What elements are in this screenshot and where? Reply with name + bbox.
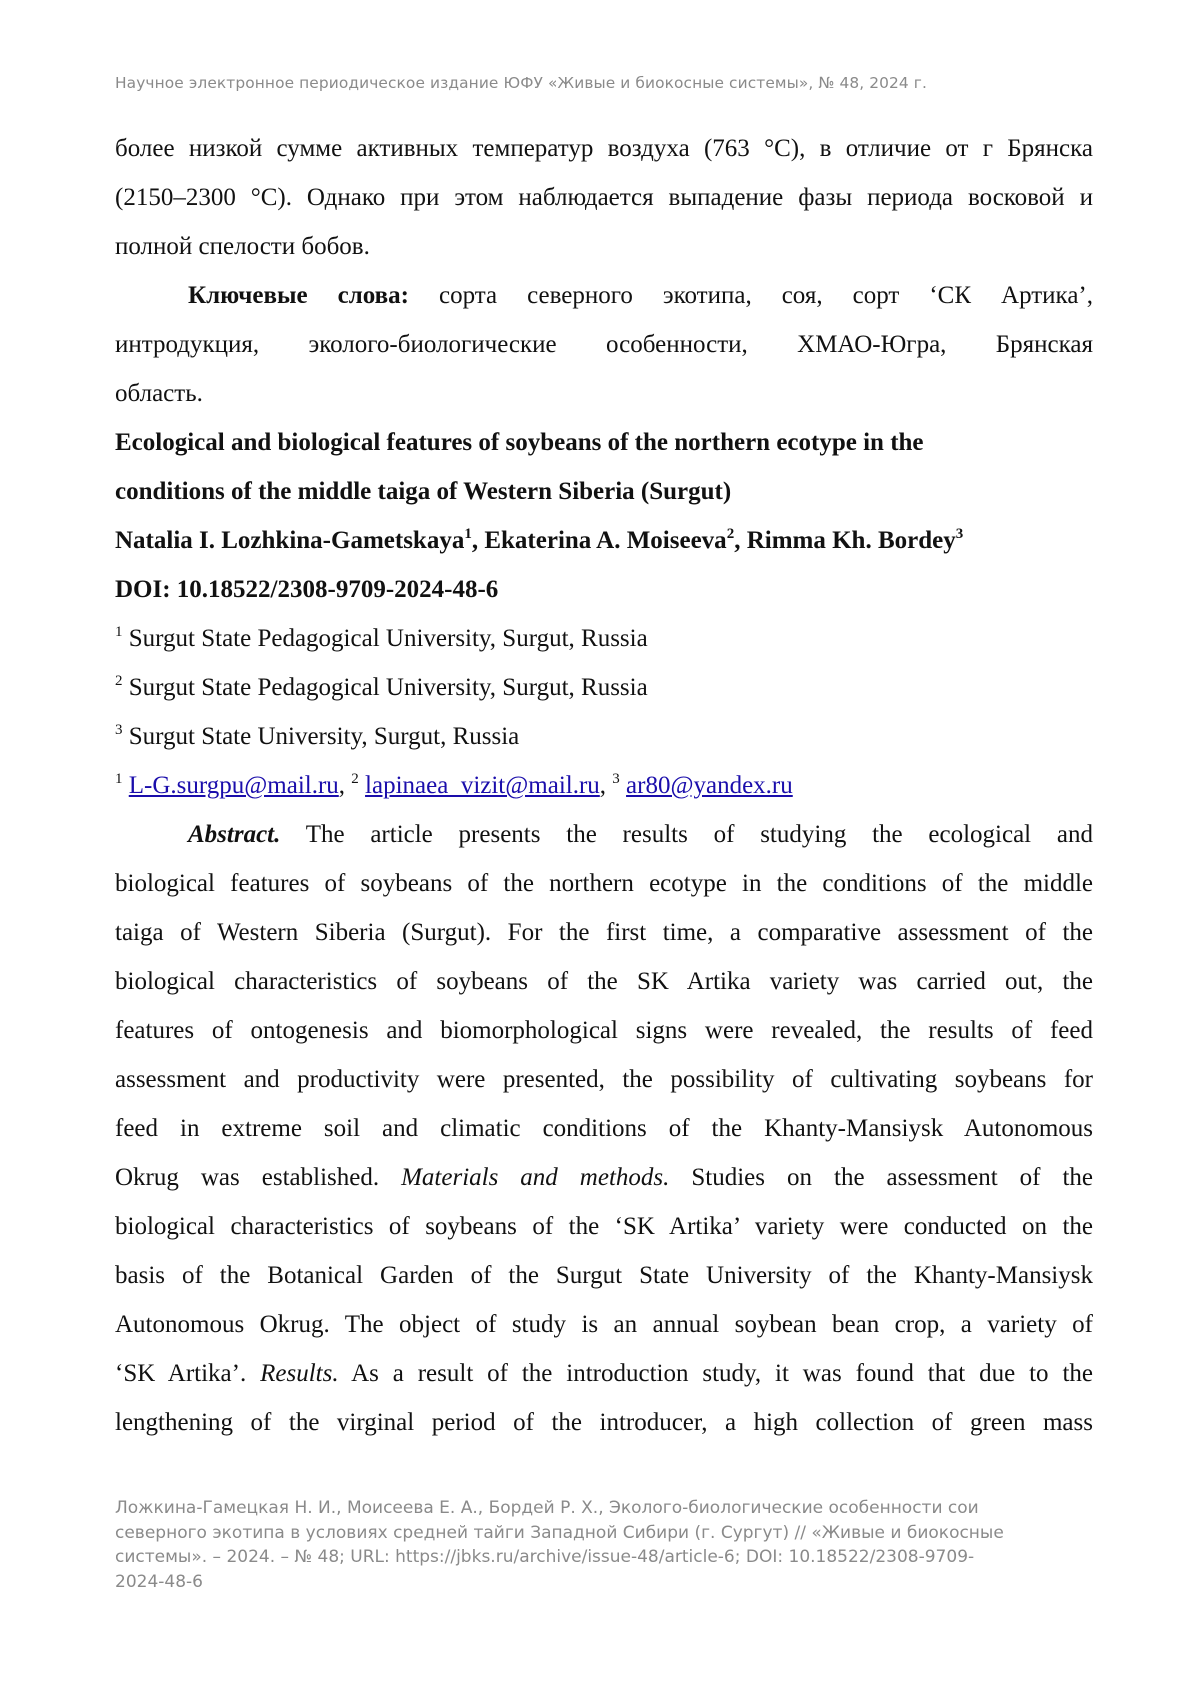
ru-keywords-line [115, 271, 1093, 320]
ru-keywords-text: сорта северного экотипа, соя, сорт ‘СК Артика’, [408, 282, 1093, 309]
affiliation: $^1$ Surgut State Pedagogical University, Surgut, Russia [115, 624, 648, 652]
ru-abstract-line: (2150–2300 °С). Однако при этом наблюдается выпадение фазы периода восковой и [115, 184, 1093, 211]
running-header: Научное электронное периодическое издание ЮФУ «Живые и биокосные системы», № 48, 2024 г. [115, 74, 927, 92]
author-name: Rimma Kh. Bordey [746, 527, 956, 554]
footer-line: северного экотипа в условиях средней тайги Западной Сибири (г. Сургут) // «Живые и биокосные [115, 1522, 1004, 1543]
article-title-line: Ecological and biological features of soybeans of the northern ecotype in the [115, 429, 924, 456]
abstract-line: Autonomous Okrug. The object of study is an annual soybean bean crop, a variety of [115, 1311, 1093, 1338]
author-affiliation-marker: 1 [464, 526, 472, 542]
footer-line: системы». – 2024. – № 48; URL: https://jbks.ru/archive/issue-48/article-6; DOI: 10.18522/2308-9709- [115, 1547, 975, 1567]
abstract-label: Abstract. [188, 821, 281, 848]
author-name: Ekaterina A. Moiseeva [484, 527, 727, 554]
abstract-line: biological features of soybeans of the northern ecotype in the conditions of the middle [115, 870, 1093, 897]
abstract-line: feed in extreme soil and climatic conditions of the Khanty-Mansiysk Autonomous [115, 1115, 1093, 1142]
authors-line: Natalia I. Lozhkina-Gametskaya$^1$, Ekaterina A. Moiseeva$^2$, Rimma Kh. Bordey$^3$ [115, 526, 964, 554]
email-link[interactable]: lapinaea_vizit@mail.ru [365, 772, 600, 799]
abstract-line: assessment and productivity were presented, the possibility of cultivating soybeans for [115, 1066, 1093, 1093]
citation-footer [115, 1496, 1075, 1594]
abstract-line: Okrug was established. Materials and methods. Studies on the assessment of the [115, 1164, 1093, 1191]
email-link[interactable]: ar80@yandex.ru [626, 772, 793, 799]
abstract-line: basis of the Botanical Garden of the Surgut State University of the Khanty-Mansiysk [115, 1262, 1093, 1289]
author-affiliation-marker: 3 [955, 526, 964, 542]
ru-abstract-line: полной спелости бобов. [115, 233, 370, 260]
abstract-line: taiga of Western Siberia (Surgut). For the first time, a comparative assessment of the [115, 919, 1093, 946]
abstract-line: biological characteristics of soybeans of the SK Artika variety was carried out, the [115, 968, 1093, 995]
abstract-line: ‘SK Artika’. Results. As a result of the introduction study, it was found that due to the [115, 1360, 1093, 1387]
footer-line: Ложкина-Гамецкая Н. И., Моисеева Е. А., Бордей Р. Х., Эколого-биологические особенности сои [115, 1498, 979, 1518]
author-affiliation-marker: 2 [726, 526, 735, 542]
ru-keywords-line: область. [115, 380, 203, 407]
affiliation: $^2$ Surgut State Pedagogical University, Surgut, Russia [115, 673, 648, 701]
section-label-methods: Materials and methods. [401, 1164, 670, 1191]
ru-keywords-line: интродукция, эколого-биологические особенности, ХМАО-Югра, Брянская [115, 331, 1093, 358]
affiliation: $^3$ Surgut State University, Surgut, Russia [115, 722, 520, 750]
email-link[interactable]: L-G.surgpu@mail.ru [128, 772, 339, 799]
doi: DOI: 10.18522/2308-9709-2024-48-6 [115, 576, 499, 603]
footer-line: 2024-48-6 [115, 1571, 203, 1592]
article-body [115, 124, 1093, 1447]
section-label-results: Results. [260, 1360, 339, 1387]
abstract-line: lengthening of the virginal period of the introducer, a high collection of green mass [115, 1409, 1093, 1436]
ru-keywords-label: Ключевые слова: [188, 282, 409, 309]
emails-line: $^1$ L-G.surgpu@mail.ru, $^2$ lapinaea_vizit@mail.ru, $^3$ ar80@yandex.ru [115, 771, 793, 799]
article-title-line: conditions of the middle taiga of Western Siberia (Surgut) [115, 478, 732, 505]
ru-abstract-line: более низкой сумме активных температур воздуха (763 °С), в отличие от г Брянска [115, 135, 1093, 162]
author-name: Natalia I. Lozhkina-Gametskaya [115, 527, 465, 554]
abstract-line: biological characteristics of soybeans of the ‘SK Artika’ variety were conducted on the [115, 1213, 1093, 1240]
abstract-line: features of ontogenesis and biomorphological signs were revealed, the results of feed [115, 1017, 1093, 1044]
abstract-line: Abstract. The article presents the results of studying the ecological and [188, 821, 1093, 848]
